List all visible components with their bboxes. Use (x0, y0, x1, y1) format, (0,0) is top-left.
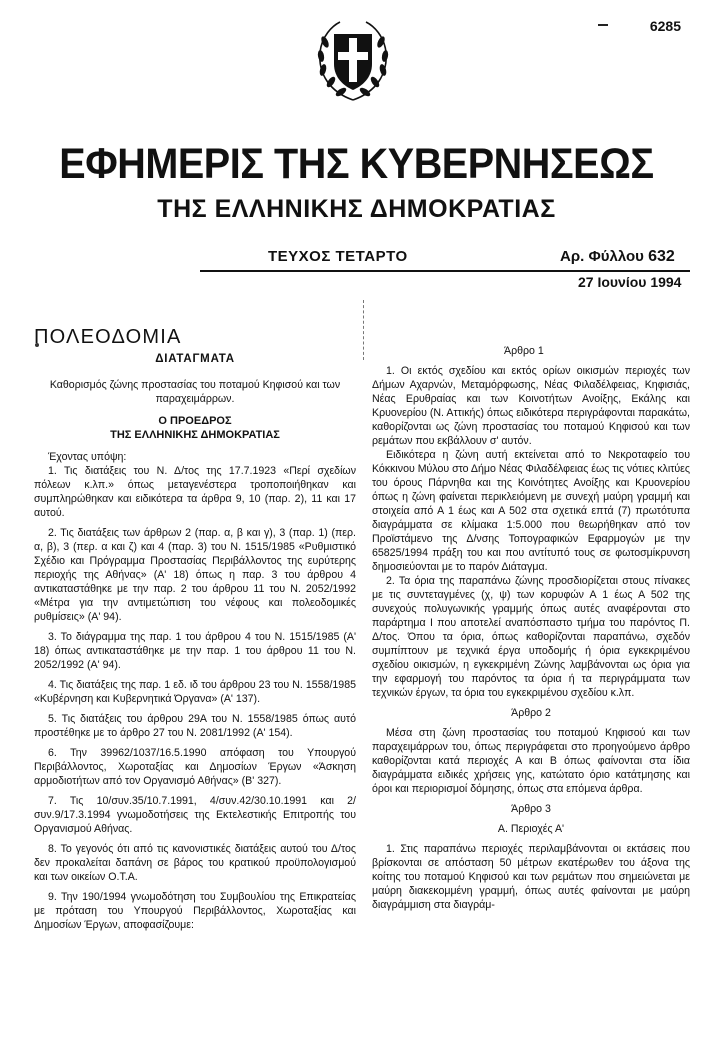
subsection-title: ΔΙΑΤΑΓΜΑΤΑ (155, 353, 235, 365)
paragraph: 4. Τις διατάξεις της παρ. 1 εδ. ιδ του άρθρου 23 του Ν. 1558/1985 «Κυβέρνηση και Κυβερνητικά Όργανα» (Α' 137). (34, 679, 356, 705)
right-column (372, 344, 690, 912)
left-column (34, 326, 356, 932)
president-heading: Ο ΠΡΟΕΔΡΟΣ (158, 415, 232, 427)
issue-row (0, 246, 713, 270)
paragraph: Ειδικότερα η ζώνη αυτή εκτείνεται από το Νεκροταφείο του Κόκκινου Μύλου στο Δήμο Νέας Φιλαδέλφειας έως τις νότιες κλιτύες του όρους Πάρνηθα και της Κοινότητες Ανοίξης και Κρυονερίου όπως η ζώνη φαίνεται περικλειόμενη με συνεχή μαύρη γραμμή και στοιχεία από Α 1 έως και Α 502 στα σχετικά επτά (7) πρωτότυπα διαγράμματα σε κλίμακα 1:5.000 που θεωρήθηκαν από τον Προϊστάμενο της Δ/νσης Τοπογραφικών Εφαρμογών με την 65825/1994 πράξη του και που αντίτυπό τους σε φωτοσμίκρυνση δημοσιεύονται με το παρόν Διάταγμα. (372, 449, 691, 573)
decree-subject: Καθορισμός ζώνης προστασίας του ποταμού Κηφισού και των παραχειμάρρων. (49, 379, 341, 405)
paragraph: 7. Τις 10/συν.35/10.7.1991, 4/συν.42/30.10.1991 και 2/συν.9/17.3.1994 γνωμοδοτήσεις της Εκτελεστικής Επιτροπής του Οργανισμού Αθήνας. (34, 795, 356, 835)
sheet-label-text: Αρ. Φύλλου (560, 248, 644, 265)
page-number: 6285 (649, 18, 681, 34)
article-heading: Άρθρο 1 (504, 345, 544, 357)
president-heading-2: ΤΗΣ ΕΛΛΗΝΙΚΗΣ ΔΗΜΟΚΡΑΤΙΑΣ (110, 429, 280, 441)
paragraph: 2. Τις διατάξεις των άρθρων 2 (παρ. α, β και γ), 3 (παρ. 1) (περ. α, β), 3 (περ. α και ζ) και 4 (παρ. 3) του Ν. 1515/1985 «Ρυθμιστικό Σχέδιο και Πρόγραμμα Προστασίας Περιβάλλοντος της ευρύτερης περιοχής της Αθήνας» (Α' 18) όπως η παρ. 3 του άρθρου 4 αντικαταστάθηκε με την παρ. 2 του άρθρου 11 του Ν. 2052/1992 «Μέτρα για την αντιμετώπιση του νέφους και πολεοδομικές ρυθμίσεις» (Α' 94). (34, 527, 356, 623)
header-mark (598, 24, 608, 26)
paragraph: 9. Την 190/1994 γνωμοδότηση του Συμβουλίου της Επικρατείας με πρόταση του Υπουργού Περιβάλλοντος, Χωροταξίας και Δημοσίων Έργων, αποφασίζουμε: (34, 891, 356, 931)
paragraph: 1. Στις παραπάνω περιοχές περιλαμβάνονται οι εκτάσεις που βρίσκονται σε απόσταση 50 μέτρων εκατέρωθεν του άξονα της κοίτης του ποταμού Κηφισού και των ρεμάτων που σημειώνεται με μαύρη διακεκομμένη γραμμή, όπως αυτές φαίνονται με μαύρη διαγράμμιση στα διαγράμ- (372, 843, 690, 911)
issue-date: 27 Ιουνίου 1994 (578, 274, 682, 290)
paragraph: 6. Την 39962/1037/16.5.1990 απόφαση του Υπουργού Περιβάλλοντος, Χωροταξίας και Δημοσίων Έργων «Άσκηση αρμοδιοτήτων από τον Οργανισμό Αθήνας» (Β' 327). (34, 747, 356, 787)
article-heading: Άρθρο 2 (511, 707, 551, 719)
area-heading: Α. Περιοχές Α' (497, 823, 565, 835)
paragraph: 3. Το διάγραμμα της παρ. 1 του άρθρου 4 του Ν. 1515/1985 (Α' 18) όπως αντικαταστάθηκε με την παρ. 1 του άρθρου 11 του Ν. 2052/1992 (Α' 94). (34, 631, 356, 671)
sheet-label (560, 248, 675, 266)
issue-label: ΤΕΥΧΟΣ ΤΕΤΑΡΤΟ (268, 248, 408, 265)
paragraph: Μέσα στη ζώνη προστασίας του ποταμού Κηφισού και των παραχειμάρρων του, όπως περιγράφεται στο προηγούμενο άρθρο καθορίζονται κατά περιοχές Α και Β όπως φαίνονται στα ίδια διαγράμματα ειδικές χρήσεις γης, κατώτατο όριο κατάτμησης και όροι και περιορισμοί δόμησης, όπως στα επόμενα άρθρα. (372, 727, 690, 795)
header-rule (200, 270, 690, 272)
paragraph: 2. Τα όρια της παραπάνω ζώνης προσδιορίζεται στους πίνακες με τις συντεταγμένες (χ, ψ) των κορυφών Α 1 έως Α 502 της συνεχούς πολυγωνικής γραμμής όπως αυτές αναφέρονται στο παράρτημα Ι που αποτελεί αναπόσπαστο τμήμα του παρόντος Π. Δ/τος. Όπου τα όρια, όπως καθορίζονται παραπάνω, σχεδόν συμπίπτουν με τεχνικά έργα υποδομής ή όρια εγκεκριμένου σχεδίου οικισμών, η εγκεκριμένη Ζώνης λαμβάνονται ως όρια για την εφαρμογή του παρόντος τα όρια ή τα περιγράμματα των τεχνικών έργων, τα όρια του εγκεκριμένου σχεδίου κ.λπ. (372, 575, 690, 699)
sheet-number: 632 (648, 248, 675, 265)
coat-of-arms-emblem (312, 12, 394, 108)
gazette-subtitle: ΤΗΣ ΕΛΛΗΝΙΚΗΣ ΔΗΜΟΚΡΑΤΙΑΣ (157, 195, 556, 223)
intro-text: Έχοντας υπόψη: (48, 451, 127, 463)
gazette-title: ΕΦΗΜΕΡΙΣ ΤΗΣ ΚΥΒΕΡΝΗΣΕΩΣ (59, 140, 654, 188)
article-heading: Άρθρο 3 (511, 803, 551, 815)
paragraph: 8. Το γεγονός ότι από τις κανονιστικές διατάξεις αυτού του Δ/τος δεν προκαλείται δαπάνη σε βάρος του κρατικού προϋπολογισμού και των οικείων Ο.Τ.Α. (34, 843, 356, 883)
section-title: ΠΟΛΕΟΔΟΜΙΑ (34, 326, 182, 348)
column-divider (363, 300, 365, 360)
paragraph: 1. Οι εκτός σχεδίου και εκτός ορίων οικισμών περιοχές των Δήμων Αχαρνών, Μεταμόρφωσης, Νέας Φιλαδέλφειας, Κηφισιάς, Νέας Ερυθραίας και των Κοινοτήτων Ανοίξης, Εκάλης και Κρυονερίου (Ν. Αττικής) όπως ειδικότερα περιγράφονται παρακάτω, καθορίζονται ως ζώνη προστασίας του ποταμού Κηφισού και των ρεμάτων που εκβάλλουν σ' αυτόν. (372, 365, 690, 447)
paragraph: 5. Τις διατάξεις του άρθρου 29Α του Ν. 1558/1985 όπως αυτό προστέθηκε με το άρθρο 27 του Ν. 2081/1992 (Α' 154). (34, 713, 356, 739)
paragraph: 1. Τις διατάξεις του Ν. Δ/τος της 17.7.1923 «Περί σχεδίων πόλεων κ.λπ.» όπως μεταγενέστερα τροποποιήθηκαν και συμπληρώθηκαν και ειδικότερα τα άρθρα 9, 10 (παρ. 2), 11 και 17 αυτού. (34, 465, 356, 519)
